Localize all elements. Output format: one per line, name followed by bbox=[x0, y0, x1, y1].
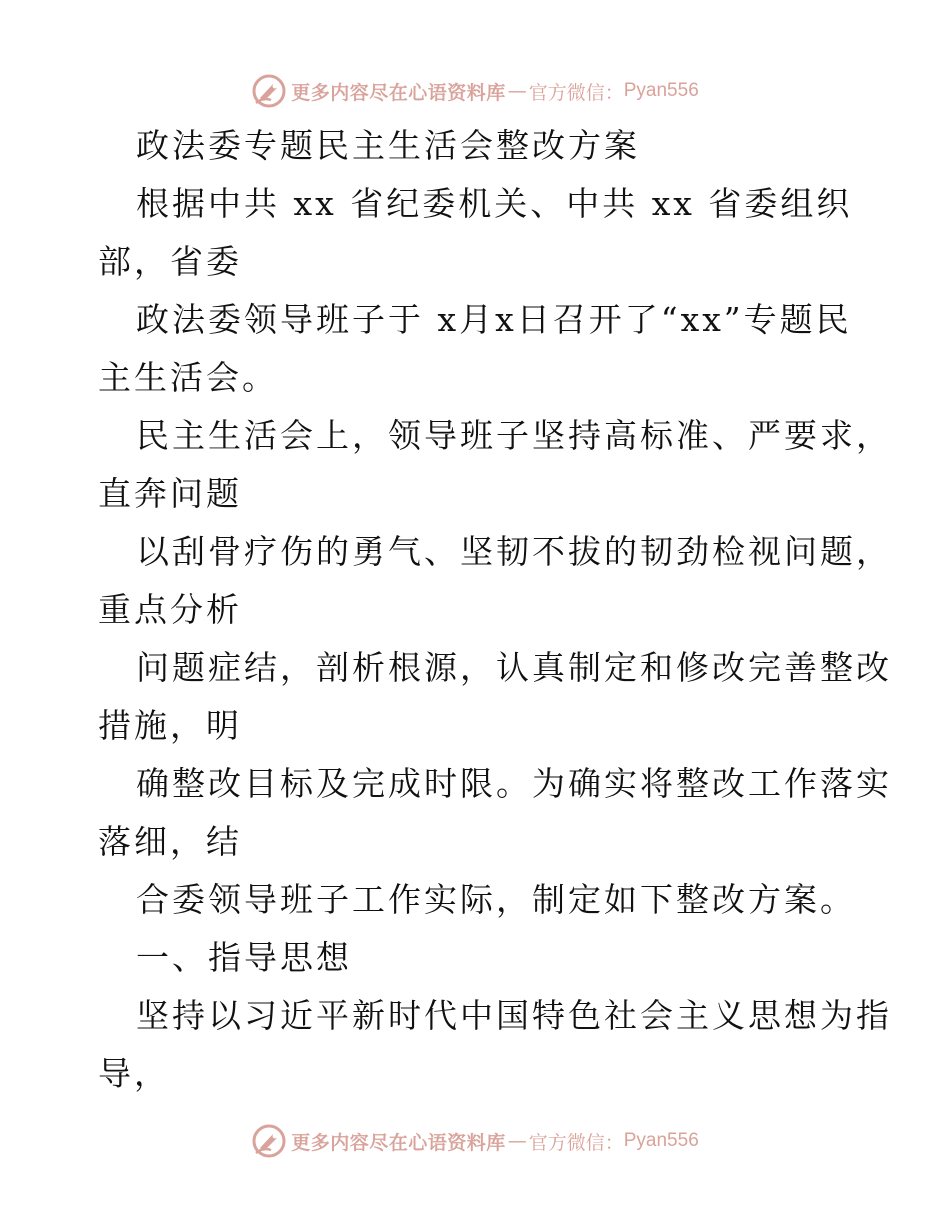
paragraph-line: 重点分析 bbox=[98, 590, 242, 629]
paragraph-line: 落细，结 bbox=[98, 822, 242, 861]
paragraph-line: 坚持以习近平新时代中国特色社会主义思想为指 bbox=[136, 996, 892, 1035]
paragraph-line: 部，省委 bbox=[98, 242, 242, 281]
paragraph-line: 以刮骨疗伤的勇气、坚韧不拔的韧劲检视问题， bbox=[136, 532, 892, 571]
watermark-wechat-id: Pyan556 bbox=[623, 80, 699, 101]
paragraph-line: 合委领导班子工作实际，制定如下整改方案。 bbox=[136, 880, 856, 919]
paragraph-line: 根据中共 xx 省纪委机关、中共 xx 省委组织 bbox=[136, 184, 853, 223]
section-heading: 一、指导思想 bbox=[136, 938, 352, 977]
header-watermark bbox=[0, 71, 950, 111]
paragraph-line: 政法委领导班子于 x月x日召开了“xx”专题民 bbox=[136, 300, 852, 339]
paragraph-line: 确整改目标及完成时限。为确实将整改工作落实 bbox=[136, 764, 892, 803]
watermark-wechat-label: 官方微信： bbox=[528, 1131, 624, 1154]
watermark-text: 更多内容尽在心语资料库 bbox=[291, 1131, 506, 1154]
watermark-wechat-id: Pyan556 bbox=[623, 1130, 699, 1151]
watermark-separator: — bbox=[507, 80, 527, 102]
pen-nib-circle-icon bbox=[251, 73, 287, 109]
paragraph-line: 问题症结，剖析根源，认真制定和修改完善整改 bbox=[136, 648, 892, 687]
paragraph-line: 直奔问题 bbox=[98, 474, 242, 513]
paragraph-line: 民主生活会上，领导班子坚持高标准、严要求， bbox=[136, 416, 892, 455]
document-title: 政法委专题民主生活会整改方案 bbox=[136, 126, 640, 165]
footer-watermark bbox=[0, 1121, 950, 1161]
watermark-text: 更多内容尽在心语资料库 bbox=[291, 81, 506, 104]
pen-nib-circle-icon bbox=[251, 1123, 287, 1159]
watermark-separator: — bbox=[507, 1130, 527, 1152]
paragraph-line: 措施，明 bbox=[98, 706, 242, 745]
paragraph-line: 主生活会。 bbox=[98, 358, 278, 397]
watermark-wechat-label: 官方微信： bbox=[528, 81, 624, 104]
paragraph-line: 导， bbox=[98, 1054, 170, 1093]
